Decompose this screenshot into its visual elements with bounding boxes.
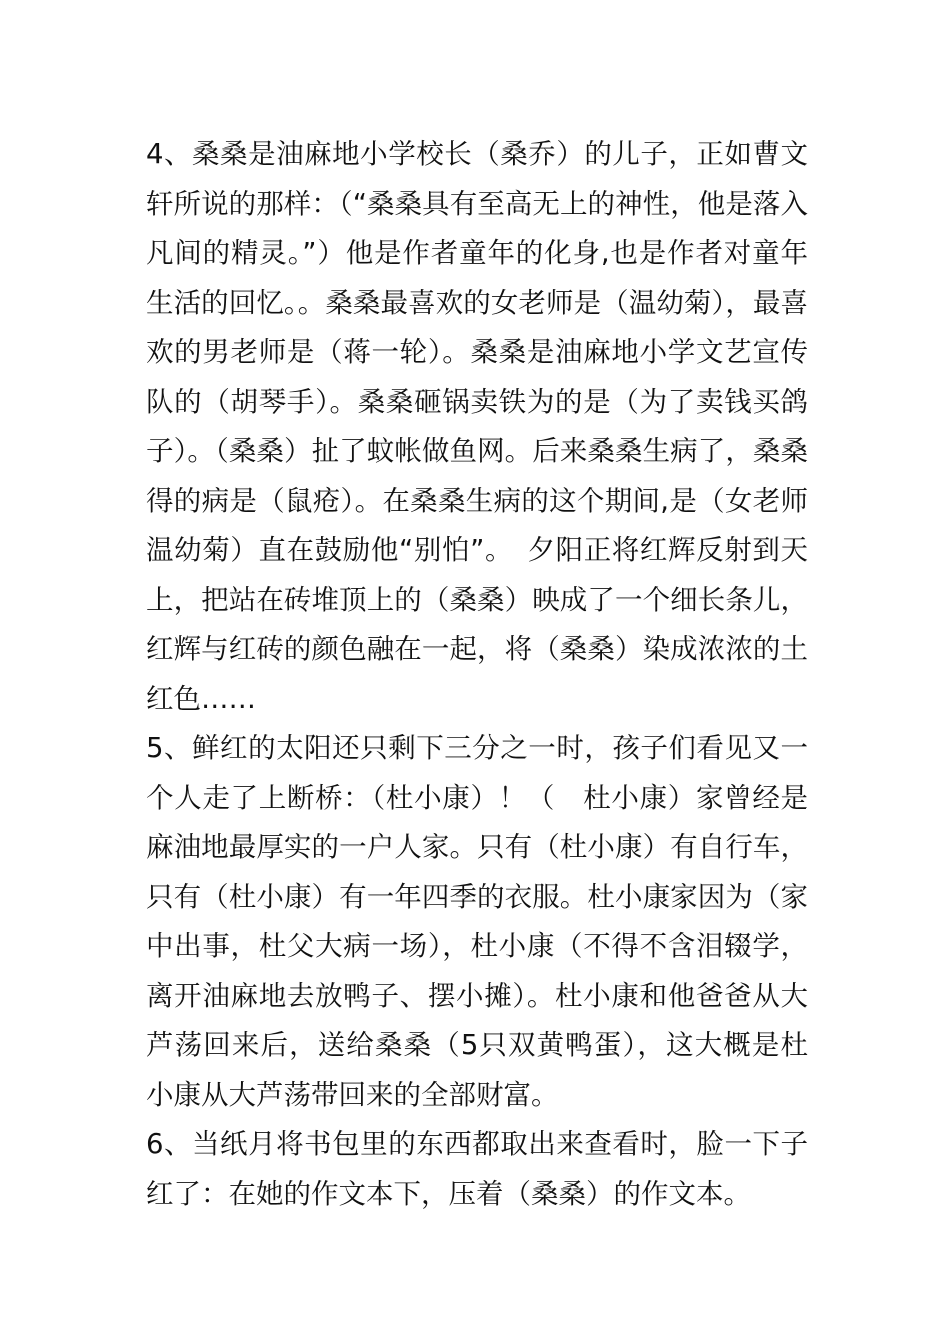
paragraph-4: 4、桑桑是油麻地小学校长（桑乔）的儿子，正如曹文轩所说的那样：（“桑桑具有至高无上的神性，他是落入凡间的精灵。”）他是作者童年的化身,也是作者对童年生活的回忆。。桑桑最喜欢的女老师是（温幼菊），最喜欢的男老师是（蒋一轮）。桑桑是油麻地小学文艺宣传队的（胡琴手）。桑桑砸锅卖铁为的是（为了卖钱买鸽子）。（桑桑）扯了蚊帐做鱼网。后来桑桑生病了，桑桑得的病是（鼠疮）。在桑桑生病的这个期间,是（女老师温幼菊）直在鼓励他“别怕”。 夕阳正将红辉反射到天上，把站在砖堆顶上的（桑桑）映成了一个细长条儿，红辉与红砖的颜色融在一起，将（桑桑）染成浓浓的土红色……: [146, 138, 808, 715]
paragraph-6: 6、当纸月将书包里的东西都取出来查看时，脸一下子红了：在她的作文本下，压着（桑桑）的作文本。: [146, 1128, 808, 1210]
document-body: [146, 130, 808, 1219]
paragraph-5: 5、鲜红的太阳还只剩下三分之一时，孩子们看见又一个人走了上断桥：（杜小康）！（ 杜小康）家曾经是麻油地最厚实的一户人家。只有（杜小康）有自行车，只有（杜小康）有一年四季的衣服。杜小康家因为（家中出事，杜父大病一场），杜小康（不得不含泪辍学，离开油麻地去放鸭子、摆小摊）。杜小康和他爸爸从大芦荡回来后，送给桑桑（5只双黄鸭蛋），这大概是杜小康从大芦荡带回来的全部财富。: [146, 732, 808, 1111]
